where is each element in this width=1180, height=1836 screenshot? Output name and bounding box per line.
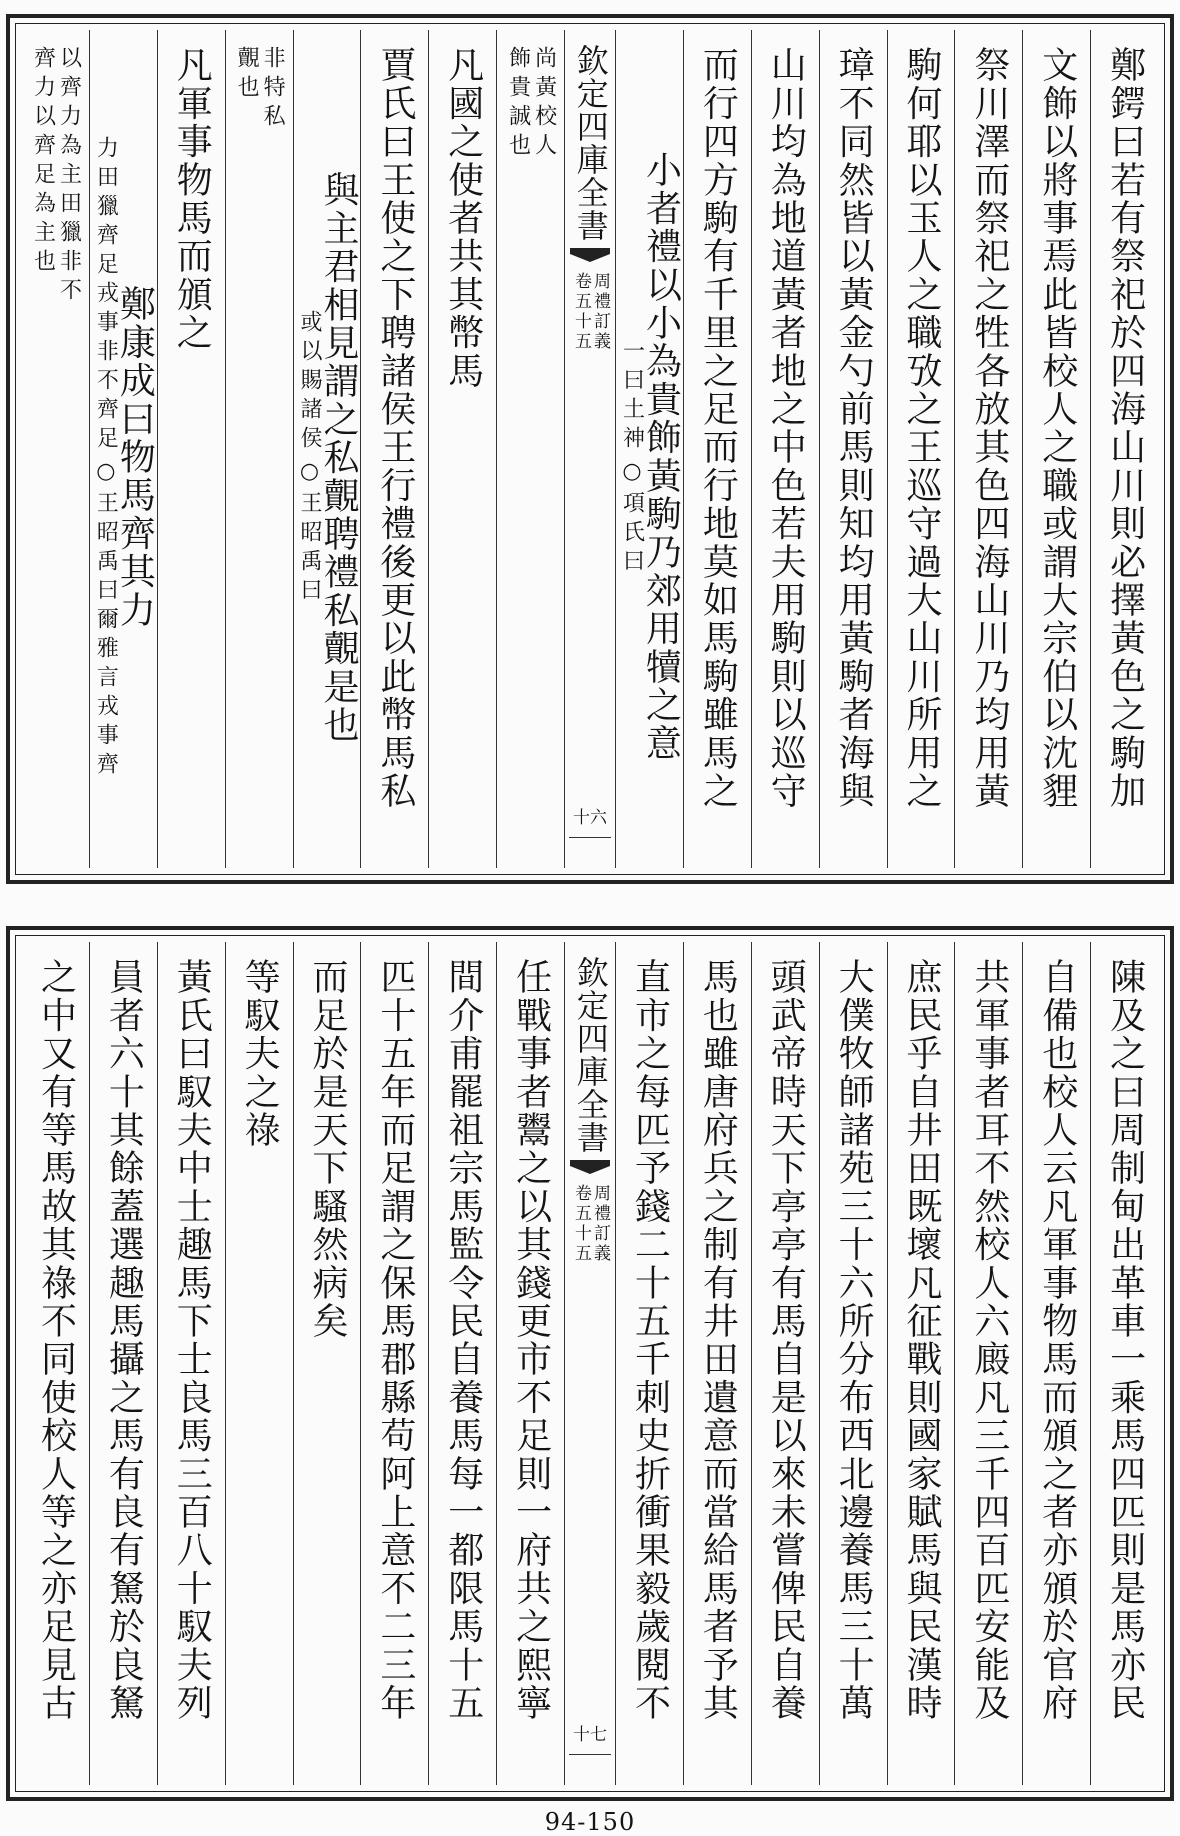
work-title: 周禮訂義 — [590, 272, 610, 352]
annotation-line: ○王昭禹曰 — [296, 458, 322, 607]
annotation-line: 以齊力為主田獵非不 — [56, 46, 82, 307]
text-column — [360, 942, 428, 1785]
bottom-page — [6, 926, 1174, 1801]
column-text: 共軍事者耳不然校人六廄凡三千四百匹安能及 — [968, 958, 1010, 1722]
column-text: 馬也雖唐府兵之制有井田遺意而當給馬者予其 — [697, 958, 739, 1722]
volume-number: 卷五十五 — [571, 1184, 591, 1264]
column-text: 直市之每匹予錢二十五千刺史折衝果毅歲閱不 — [629, 958, 671, 1722]
text-column — [1090, 942, 1158, 1785]
annotation-line: 非特私 — [260, 46, 286, 133]
center-margin — [564, 942, 615, 1785]
column-text: 頭武帝時天下亭亭有馬自是以來未嘗俾民自養 — [765, 958, 807, 1722]
text-column — [360, 30, 428, 868]
book-title: 欽定四庫全書 — [571, 956, 610, 1154]
divider — [569, 837, 611, 838]
text-column — [89, 30, 157, 868]
column-text: 陳及之曰周制甸出革車一乘馬四匹則是馬亦民 — [1104, 958, 1146, 1722]
text-column — [819, 942, 887, 1785]
column-text: 與主君相見謂之私覿聘禮私覿是也 — [317, 170, 359, 744]
column-text: 大僕牧師諸苑三十六所分布西北邊養馬三十萬 — [833, 958, 875, 1722]
column-text: 凡軍事物馬而頒之 — [171, 46, 213, 352]
column-text: 山川均為地道黃者地之中色若夫用駒則以巡守 — [765, 46, 807, 810]
top-page — [6, 14, 1174, 884]
text-column — [1022, 30, 1090, 868]
leaf-number: 十六 — [573, 808, 607, 828]
column-text: 庶民乎自井田既壞凡征戰則國家賦馬與民漢時 — [900, 958, 942, 1722]
column-text: 自備也校人云凡軍事物馬而頒之者亦頒於官府 — [1036, 958, 1078, 1722]
text-column — [683, 942, 751, 1785]
annotation-line: 尚黃校人 — [531, 46, 557, 162]
text-column — [954, 30, 1022, 868]
text-column — [293, 942, 361, 1785]
annotation — [234, 30, 286, 868]
volume-label — [572, 1184, 608, 1264]
book-title: 欽定四庫全書 — [571, 44, 610, 242]
text-column — [22, 942, 89, 1785]
column-text: 任戰事者鬻之以其錢更市不足則一府共之熙寧 — [510, 958, 552, 1722]
column-text: 而行四方駒有千里之足而行地莫如馬駒雖馬之 — [697, 46, 739, 810]
column-text: 匹十五年而足謂之保馬郡縣苟阿上意不二三年 — [374, 958, 416, 1722]
column-text: 駒何耶以玉人之職攷之王巡守過大山川所用之 — [900, 46, 942, 810]
column-text: 祭川澤而祭祀之牲各放其色四海山川乃均用黃 — [968, 46, 1010, 810]
work-title: 周禮訂義 — [590, 1184, 610, 1264]
text-column — [887, 942, 955, 1785]
mixed-column — [93, 30, 156, 868]
text-column — [225, 30, 293, 868]
text-column — [751, 942, 819, 1785]
page-number: 94-150 — [544, 1808, 636, 1836]
volume-label — [572, 272, 608, 352]
annotation-line: 齊力以齊足為主也 — [30, 46, 56, 278]
column-text: 鄭康成曰物馬齊其力 — [114, 285, 156, 629]
center-margin — [564, 30, 615, 868]
fish-tail-mark-icon — [570, 1160, 610, 1174]
text-column — [428, 942, 496, 1785]
annotation — [30, 30, 82, 868]
text-column — [615, 942, 683, 1785]
text-column — [954, 942, 1022, 1785]
mixed-column — [296, 30, 359, 868]
column-text: 璋不同然皆以黃金勺前馬則知均用黃駒者海與 — [833, 46, 875, 810]
column-text: 賈氏曰王使之下聘諸侯王行禮後更以此幣馬私 — [374, 46, 416, 810]
text-column — [22, 30, 89, 868]
text-column — [157, 30, 225, 868]
column-text: 凡國之使者共其幣馬 — [442, 46, 484, 390]
text-column — [683, 30, 751, 868]
text-column — [496, 30, 564, 868]
top-columns — [22, 30, 1158, 868]
annotation-line: 飾貴誠也 — [505, 46, 531, 162]
text-column — [751, 30, 819, 868]
annotation — [93, 134, 119, 781]
text-column — [1022, 942, 1090, 1785]
text-column — [293, 30, 361, 868]
text-column — [496, 942, 564, 1785]
mixed-column — [619, 30, 682, 868]
column-text: 黃氏曰馭夫中士趣馬下士良馬三百八十馭夫列 — [171, 958, 213, 1722]
text-column — [1090, 30, 1158, 868]
annotation-line: 一曰土神 — [619, 338, 645, 455]
text-column — [157, 942, 225, 1785]
column-text: 員者六十其餘蓋選趣馬攝之馬有良有駑於良駑 — [103, 958, 145, 1722]
text-column — [887, 30, 955, 868]
annotation-line: ○項氏曰 — [619, 458, 645, 578]
text-column — [819, 30, 887, 868]
annotation-line: 力田獵齊足戎事非不齊足 — [93, 135, 119, 455]
leaf-number: 十七 — [573, 1725, 607, 1745]
column-text: 而足於是天下騷然病矣 — [306, 958, 348, 1340]
volume-number: 卷五十五 — [571, 272, 591, 352]
annotation-line: ○王昭禹曰爾雅言戎事齊 — [93, 458, 119, 781]
annotation — [507, 30, 555, 868]
divider — [569, 1754, 611, 1755]
annotation-line: 或以賜諸侯 — [296, 309, 322, 455]
text-column — [615, 30, 683, 868]
annotation-line: 覿也 — [234, 46, 260, 104]
column-text: 鄭鍔曰若有祭祀於四海山川則必擇黃色之駒加 — [1104, 46, 1146, 810]
column-text: 等馭夫之祿 — [239, 958, 281, 1149]
column-text: 小者禮以小為貴飾黃駒乃郊用犢之意 — [640, 151, 682, 763]
bottom-columns — [22, 942, 1158, 1785]
annotation — [619, 337, 645, 578]
column-text: 文飾以將事焉此皆校人之職或謂大宗伯以沈貍 — [1036, 46, 1078, 810]
fish-tail-mark-icon — [570, 248, 610, 262]
text-column — [428, 30, 496, 868]
column-text: 之中又有等馬故其祿不同使校人等之亦足見古 — [35, 958, 77, 1722]
column-text: 間介甫罷祖宗馬監令民自養馬每一都限馬十五 — [442, 958, 484, 1722]
text-column — [225, 942, 293, 1785]
annotation — [298, 308, 320, 607]
text-column — [89, 942, 157, 1785]
